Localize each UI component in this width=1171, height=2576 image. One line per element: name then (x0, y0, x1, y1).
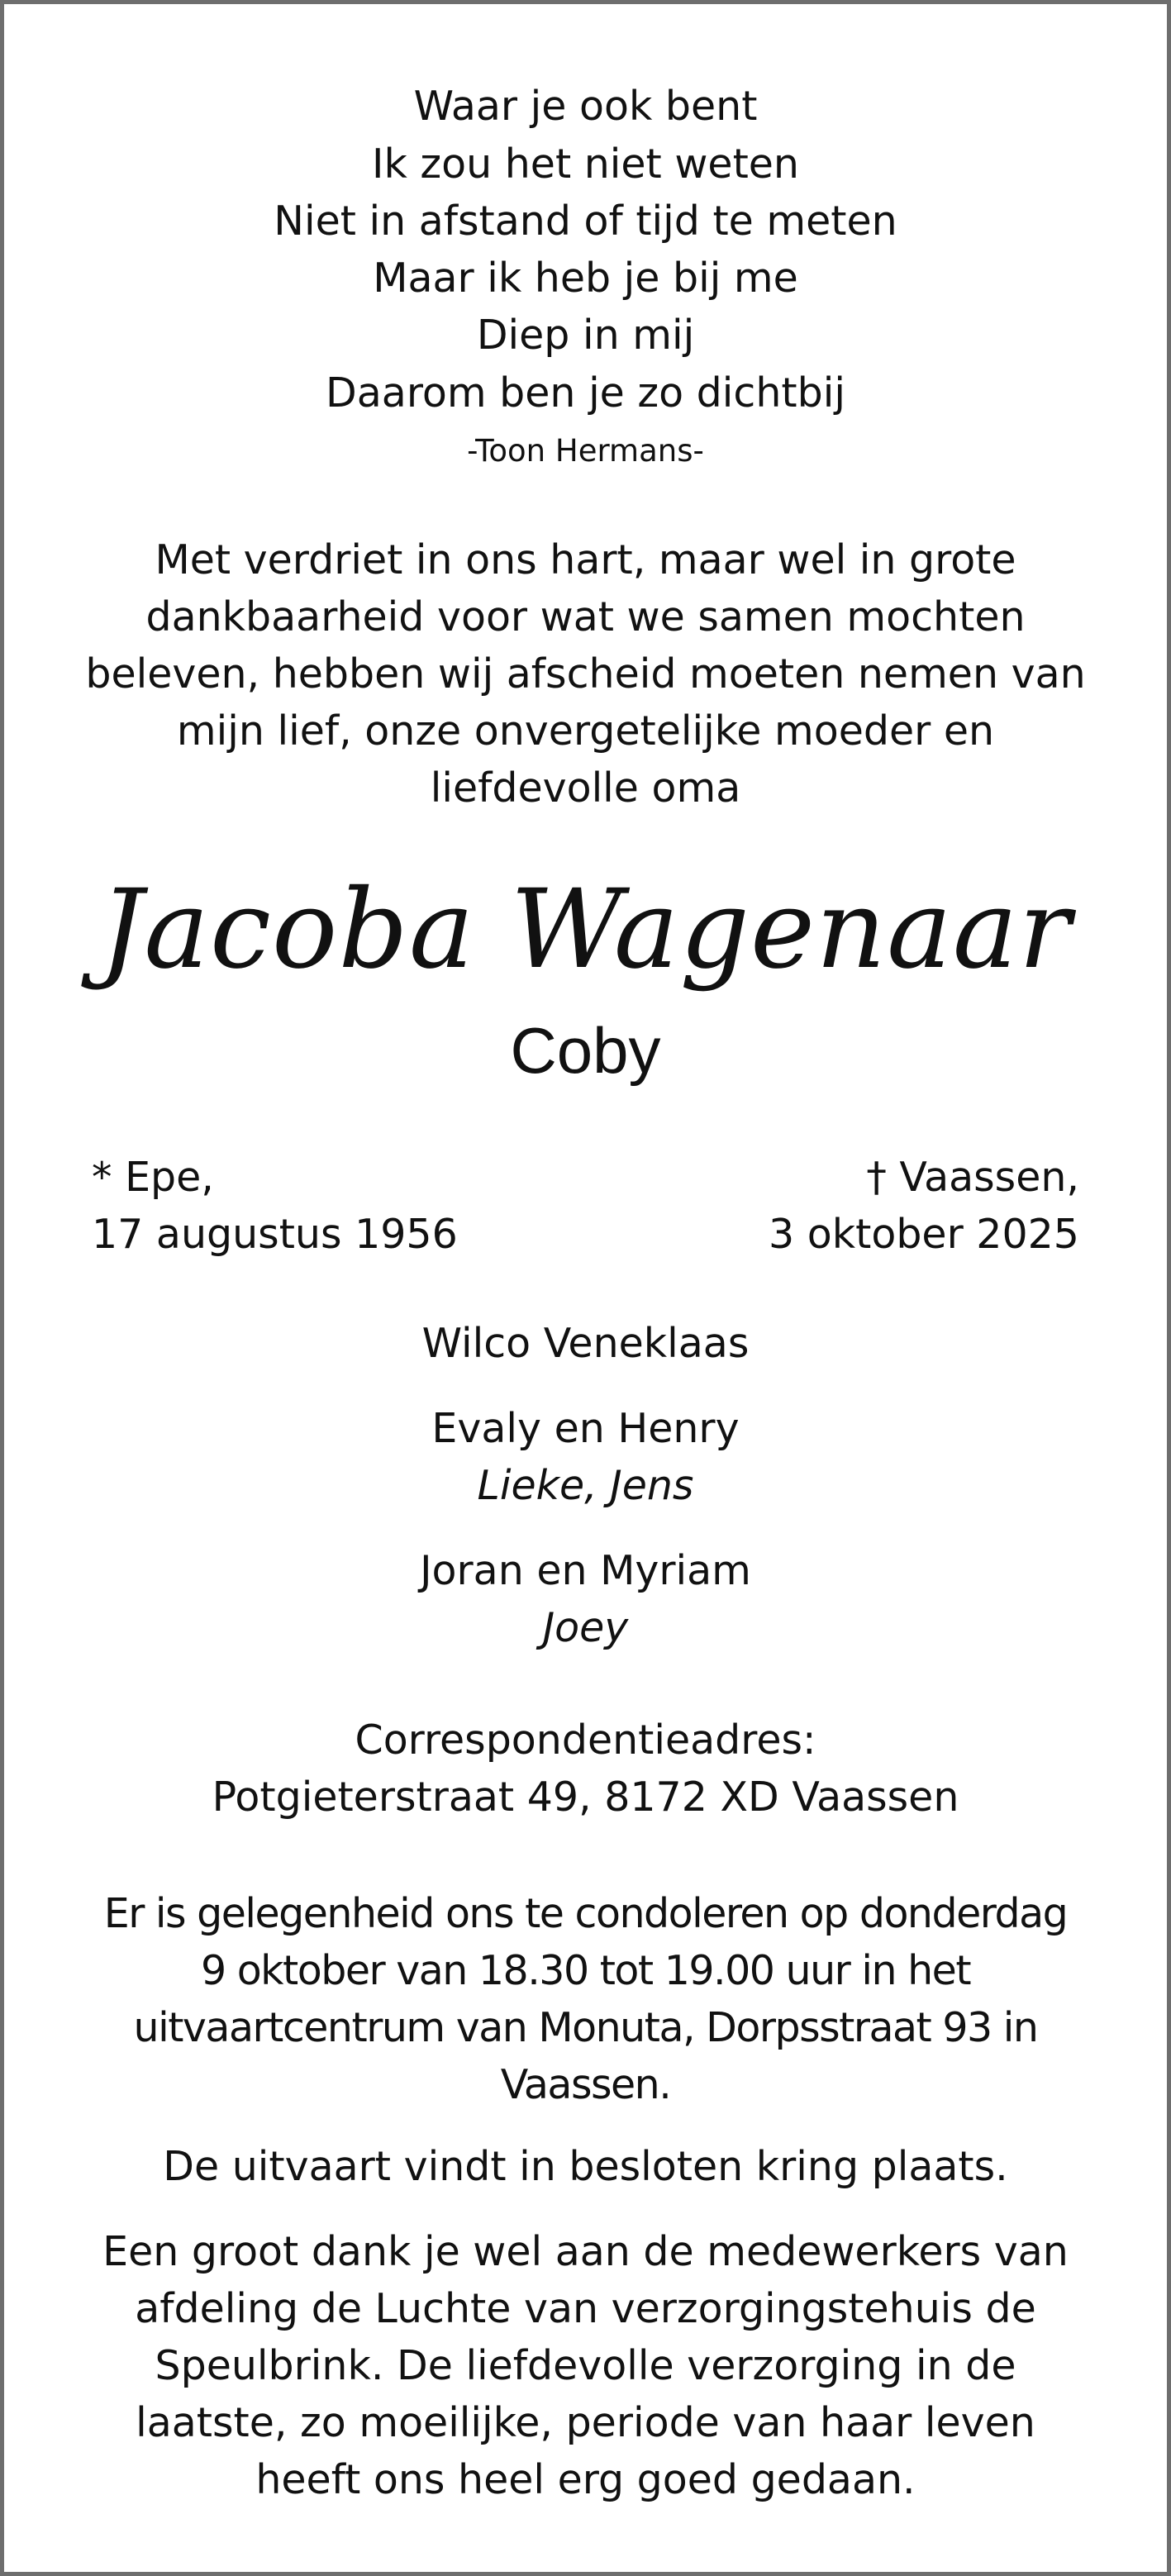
thanks-line: Speulbrink. De liefdevolle verzorging in de (155, 2342, 1016, 2389)
condolence-line: Vaassen. (500, 2061, 671, 2108)
intro-line: dankbaarheid voor wat we samen mochten (145, 593, 1026, 640)
poem-line: Waar je ook bent (413, 83, 758, 130)
death-date: 3 oktober 2025 (769, 1211, 1079, 1258)
condolence-line: 9 oktober van 18.30 tot 19.00 uur in het (200, 1947, 971, 1994)
poem-line: Ik zou het niet weten (372, 140, 799, 188)
address-value: Potgieterstraat 49, 8172 XD Vaassen (212, 1774, 959, 1821)
thanks-line: Een groot dank je wel aan de medewerkers van (102, 2228, 1069, 2275)
family-grandchildren: Joey (542, 1604, 629, 1651)
poem-line: Niet in afstand of tijd te meten (274, 198, 897, 245)
intro-line: beleven, hebben wij afscheid moeten nemen van (85, 650, 1086, 698)
deceased-name: Jacoba Wagenaar (99, 866, 1072, 993)
thanks-line: heeft ons heel erg goed gedaan. (255, 2456, 916, 2503)
poem-line: Diep in mij (476, 312, 695, 359)
deceased-nickname: Coby (510, 1014, 661, 1087)
funeral-note: De uitvaart vindt in besloten kring plaats. (163, 2143, 1008, 2190)
intro-line: liefdevolle oma (430, 764, 741, 812)
poem-line: Daarom ben je zo dichtbij (326, 369, 845, 417)
family-couple: Evaly en Henry (431, 1405, 740, 1452)
birth-place: * Epe, (92, 1154, 214, 1201)
thanks-line: afdeling de Luchte van verzorgingstehuis de (135, 2285, 1036, 2332)
intro-line: Met verdriet in ons hart, maar wel in grote (155, 536, 1016, 583)
thanks-line: laatste, zo moeilijke, periode van haar leven (136, 2399, 1035, 2446)
birth-date: 17 augustus 1956 (92, 1211, 458, 1258)
death-place: † Vaassen, (866, 1154, 1079, 1201)
intro-line: mijn lief, onze onvergetelijke moeder en (176, 707, 995, 755)
address-label: Correspondentieadres: (355, 1717, 816, 1764)
family-partner: Wilco Veneklaas (421, 1320, 750, 1367)
condolence-line: uitvaartcentrum van Monuta, Dorpsstraat 93 in (133, 2004, 1038, 2051)
family-grandchildren: Lieke, Jens (477, 1462, 694, 1509)
condolence-line: Er is gelegenheid ons te condoleren op donderdag (103, 1890, 1068, 1937)
poem-author: -Toon Hermans- (467, 433, 704, 469)
family-couple: Joran en Myriam (420, 1547, 751, 1594)
poem-line: Maar ik heb je bij me (373, 255, 798, 302)
